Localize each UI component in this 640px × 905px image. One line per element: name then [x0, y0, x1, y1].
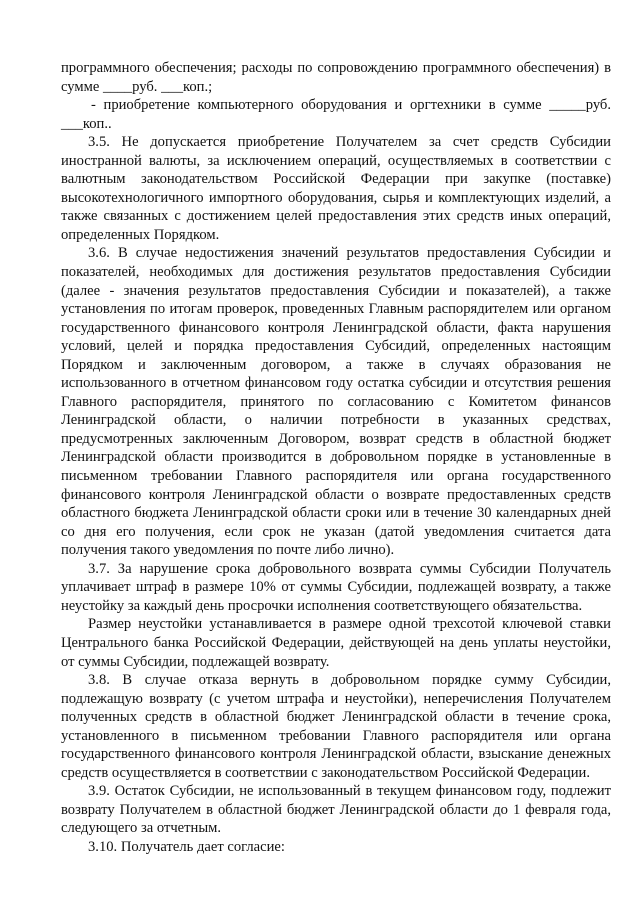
paragraph-3-7: 3.7. За нарушение срока добровольного возврата суммы Субсидии Получатель уплачивает штраф в размере 10% от суммы Субсидии, подлежащей возврату, а также неустойку за каждый день просрочки исполнения соответствующего обязательства.	[61, 560, 611, 614]
paragraph-3-6: 3.6. В случае недостижения значений результатов предоставления Субсидии и показателей, необходимых для достижения результатов предоставления Субсидии (далее - значения результатов предоставления Субсидии и показателей), а также установления по итогам проверок, проведенных Главным распорядителем или органом государственного финансового контроля Ленинградской области, факта нарушения условий, целей и порядка предоставления Субсидий, определенных настоящим Порядком и заключенным договором, а также в случаях образования не использованного в отчетном финансовом году остатка субсидии и отсутствия решения Главного распорядителя, принятого по согласованию с Комитетом финансов Ленинградской области, о наличии потребности в указанных средствах, предусмотренных заключенным Договором, возврат средств в областной бюджет Ленинградской области производится в добровольном порядке в установленные в письменном требовании Главного распорядителя или органа государственного финансового контроля Ленинградской области о возврате предоставленных средств областного бюджета Ленинградской области сроки или в течение 30 календарных дней со дня его получения, если срок не указан (датой уведомления считается дата получения такого уведомления по почте либо лично).	[61, 245, 611, 559]
paragraph-penalty-size: Размер неустойки устанавливается в размере одной трехсотой ключевой ставки Центрального банка Российской Федерации, действующей на день уплаты неустойки, от суммы Субсидии, подлежащей возврату.	[61, 616, 611, 670]
paragraph-equipment-item: - приобретение компьютерного оборудования и оргтехники в сумме _____руб. ___коп..	[61, 97, 611, 132]
paragraph-3-10: 3.10. Получатель дает согласие:	[88, 838, 285, 855]
paragraph-3-8: 3.8. В случае отказа вернуть в добровольном порядке сумму Субсидии, подлежащую возврату (с учетом штрафа и неустойки), неперечисления Получателем полученных средств в областной бюджет Ленинградской области в течение срока, установленного в письменном требовании Главного распорядителя или органа государственного финансового контроля Ленинградской области, взыскание денежных средств осуществляется в соответствии с законодательством Российской Федерации.	[61, 672, 611, 781]
paragraph-3-9: 3.9. Остаток Субсидии, не использованный в текущем финансовом году, подлежит возврату Получателем в областной бюджет Ленинградской области до 1 февраля года, следующего за отчетным.	[61, 783, 611, 837]
document-body	[61, 59, 611, 857]
paragraph-3-5: 3.5. Не допускается приобретение Получателем за счет средств Субсидии иностранной валюты, за исключением операций, осуществляемых в соответствии с валютным законодательством Российской Федерации при закупке (поставке) высокотехнологичного импортного оборудования, сырья и комплектующих изделий, а также связанных с достижением целей предоставления этих средств иных операций, определенных Порядком.	[61, 134, 611, 243]
paragraph-continuation: программного обеспечения; расходы по сопровождению программного обеспечения) в сумме ____руб. ___коп.;	[61, 60, 611, 95]
